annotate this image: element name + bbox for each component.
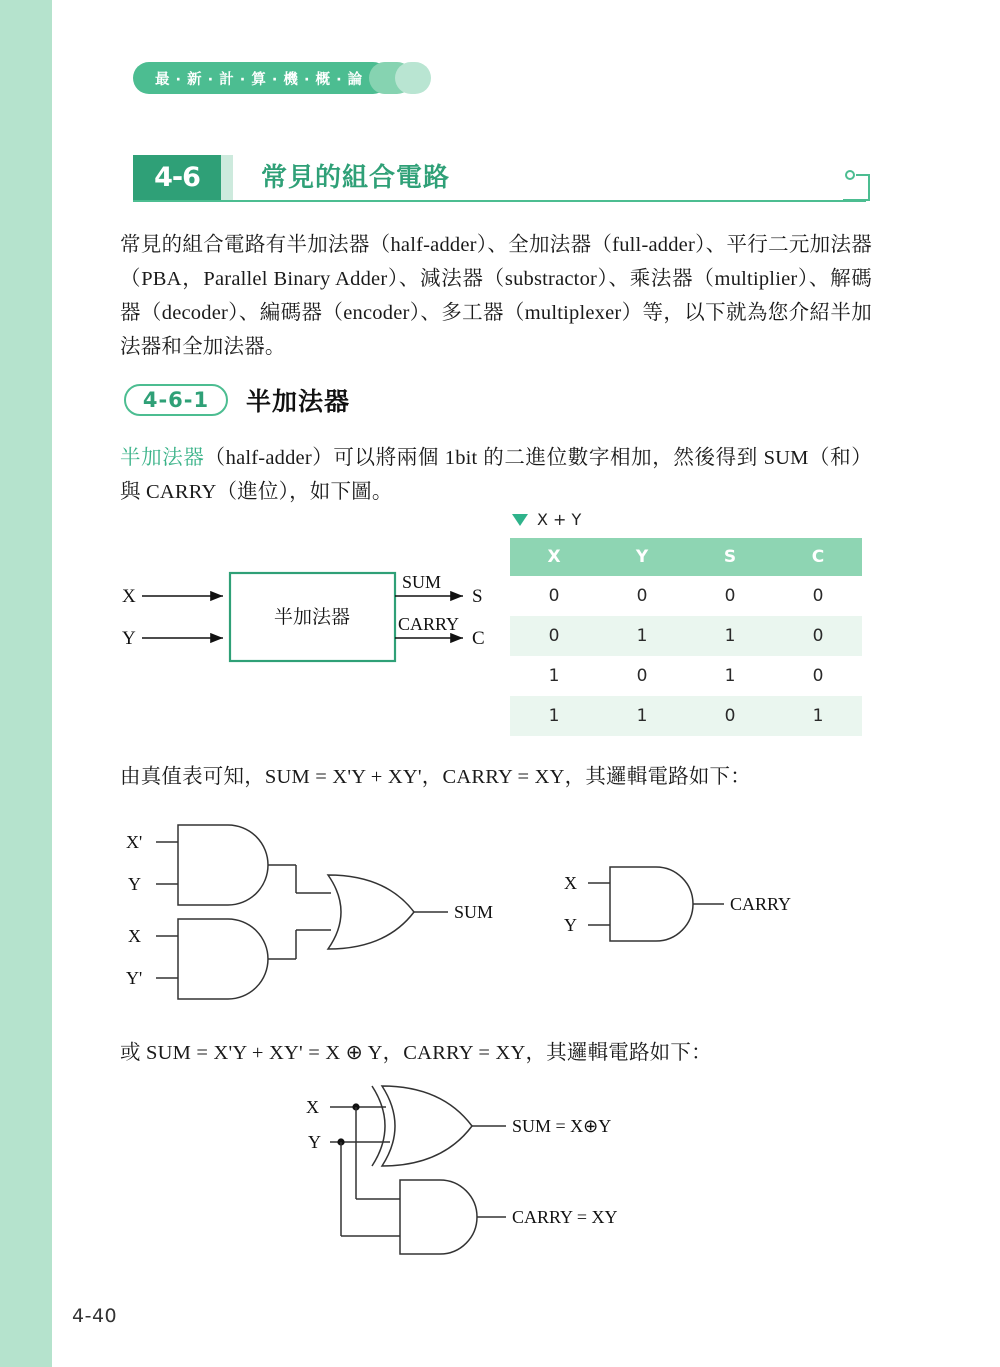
subsection-number: 4-6-1 [124,384,228,416]
sum-logic-circuit-diagram [118,815,518,1005]
caption-triangle-icon [512,514,528,526]
xor-carry-output-label: CARRY = XY [512,1207,618,1227]
column-header-s: S [686,538,774,576]
carry-input1-label: X [564,873,577,893]
xor-gate-icon [382,1086,472,1166]
section-number: 4-6 [133,155,221,200]
truth-table-figure [510,510,862,736]
half-adder-paragraph-rest: （half-adder）可以將兩個 1bit 的二進位數字相加，然後得到 SUM（和）與 CARRY（進位），如下圖。 [120,447,872,503]
carry-logic-circuit-diagram [552,855,852,965]
half-adder-paragraph [120,441,872,509]
table-row [510,576,862,616]
running-head-tail-2 [395,62,431,94]
table-row [510,616,862,656]
and-gate-1-icon [178,825,268,905]
cell-s: 0 [686,696,774,736]
page-number: 4-40 [72,1305,118,1327]
column-header-y: Y [598,538,686,576]
cell-x: 0 [510,576,598,616]
table-header-row [510,538,862,576]
subsection-header [124,382,350,418]
cell-c: 0 [774,656,862,696]
table-row [510,696,862,736]
section-rule [133,200,866,202]
sum-output-label: SUM [454,902,494,922]
cell-y: 1 [598,696,686,736]
block-carry-pin: C [472,628,485,649]
section-header [133,155,866,203]
and2-input2-label: Y' [126,968,143,988]
and2-input1-label: X [128,926,141,946]
and-gate-icon [400,1180,477,1254]
truth-table-caption-text: X + Y [537,510,582,529]
block-label: 半加法器 [273,607,351,628]
block-sum-label: SUM [402,572,442,592]
cell-y: 1 [598,616,686,656]
cell-x: 1 [510,656,598,696]
block-input-x-label: X [122,586,136,607]
xor-input-x-label: X [306,1097,319,1117]
running-head-label: 最 · 新 · 計 · 算 · 機 · 概 · 論 [133,62,389,94]
xor-gate-extra-arc [372,1086,385,1166]
truth-table-caption [510,510,862,529]
cell-s: 0 [686,576,774,616]
carry-input2-label: Y [564,915,577,935]
column-header-c: C [774,538,862,576]
cell-c: 0 [774,576,862,616]
cell-y: 0 [598,656,686,696]
xor-input-y-label: Y [308,1132,321,1152]
cell-c: 1 [774,696,862,736]
half-adder-term: 半加法器 [120,447,205,469]
intro-paragraph: 常見的組合電路有半加法器（half-adder）、全加法器（full-adder）、平行二元加法器（PBA，Parallel Binary Adder）、減法器（substractor）、乘法器（multiplier）、解碼器（decoder）、編碼器（encoder）、多工器（multiplexer）等，以下就為您介紹半加法器和全加法器。 [120,234,872,358]
section-number-accent [221,155,233,200]
table-row [510,656,862,696]
half-adder-block-diagram [120,565,500,675]
block-carry-label: CARRY [398,614,460,634]
block-input-y-label: Y [122,628,136,649]
or-gate-icon [328,875,414,949]
section-corner-decoration-icon [839,167,873,201]
carry-output-label: CARRY [730,894,792,914]
cell-x: 0 [510,616,598,656]
block-sum-pin: S [472,586,483,607]
and1-input1-label: X' [126,832,143,852]
subsection-title: 半加法器 [246,387,351,416]
equation-paragraph-2: 或 SUM = X'Y + XY' = X ⊕ Y，CARRY = XY，其邏輯電路如下： [120,1042,712,1064]
left-decorative-band [0,0,52,1367]
section-title: 常見的組合電路 [261,163,451,193]
equation-paragraph-1: 由真值表可知，SUM = X'Y + XY'，CARRY = XY，其邏輯電路如下： [120,766,751,788]
running-head [133,62,431,94]
cell-c: 0 [774,616,862,656]
xor-sum-output-label: SUM = X⊕Y [512,1116,612,1136]
column-header-x: X [510,538,598,576]
and1-input2-label: Y [128,874,141,894]
cell-s: 1 [686,656,774,696]
cell-y: 0 [598,576,686,616]
cell-x: 1 [510,696,598,736]
and-gate-2-icon [178,919,268,999]
xor-half-adder-circuit-diagram [300,1080,720,1260]
and-gate-icon [610,867,693,941]
truth-table [510,538,862,736]
cell-s: 1 [686,616,774,656]
